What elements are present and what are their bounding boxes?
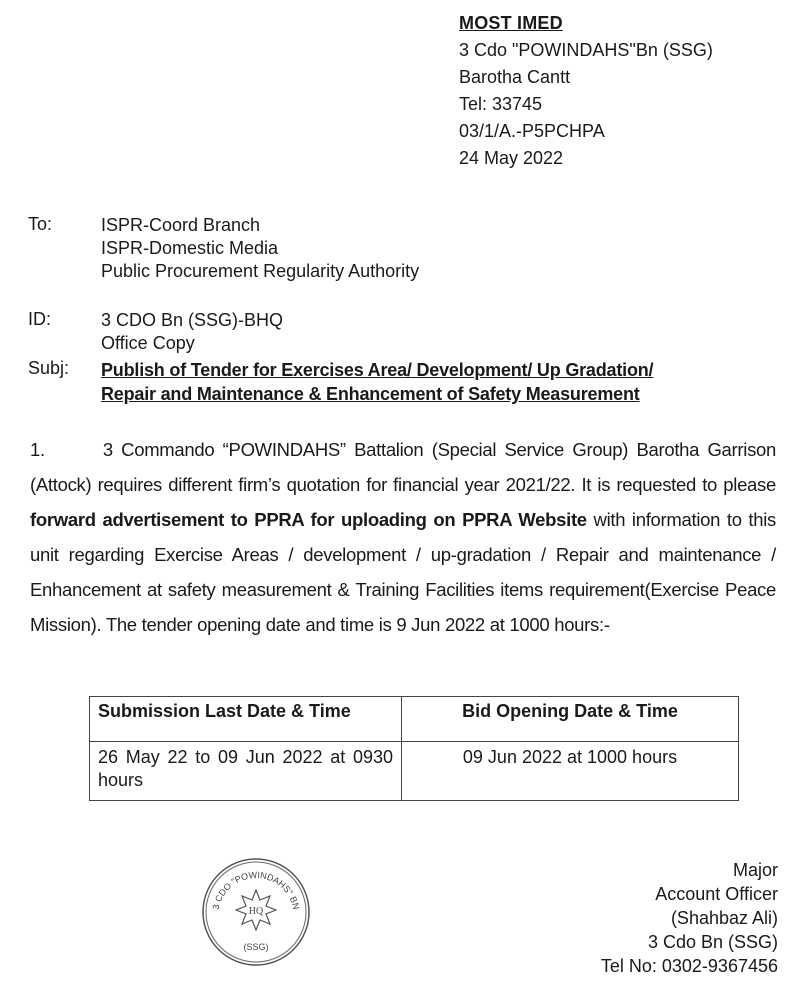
subject-line: Repair and Maintenance & Enhancement of Safety Measurement [101,384,640,404]
svg-text:(SSG): (SSG) [243,942,269,952]
column-header: Bid Opening Date & Time [402,697,739,742]
unit-name: 3 Cdo "POWINDAHS"Bn (SSG) [459,40,713,60]
body-text: with information to this unit regarding Exercise Areas / development / up-gradation / Repair and maintenance / Enhancement at safety measurement & Training Facilities items requirement(Exercise Peace Mission). The tender opening date and time is 9 Jun 2022 at 1000 hours:- [30,509,776,635]
reference-number: 03/1/A.-P5PCHPA [459,121,605,141]
schedule-table [89,696,739,801]
letterhead [459,10,713,172]
subject [101,358,653,406]
column-header: Submission Last Date & Time [90,697,402,742]
paragraph-number: 1. [30,439,45,460]
letterhead-title: MOST IMED [459,13,563,33]
letter-date: 24 May 2022 [459,148,564,168]
designation: Account Officer [655,884,778,904]
recipient: ISPR-Domestic Media [101,238,279,258]
recipient: Public Procurement Regularity Authority [101,261,420,281]
body-paragraph [30,432,776,642]
recipient: ISPR-Coord Branch [101,215,261,235]
table-header-row [90,697,739,742]
signatory-phone: Tel No: 0302-9367456 [600,956,778,976]
table-cell: 09 Jun 2022 at 1000 hours [402,742,739,801]
table-cell: 26 May 22 to 09 Jun 2022 at 0930 hours [90,742,402,801]
body-text: 3 Commando “POWINDAHS” Battalion (Special Service Group) Barotha Garrison (Attock) requires different firm’s quotation for financial year 2021/22. It is requested to please [30,439,776,495]
id-line: 3 CDO Bn (SSG)-BHQ [101,310,284,330]
table-row [90,742,739,801]
body-bold-text: forward advertisement to PPRA for uploading on PPRA Website [30,509,587,530]
id-block [101,309,283,355]
signature-block [601,858,778,978]
id-line: Office Copy [101,333,195,353]
svg-text:HQ: HQ [248,906,264,917]
location: Barotha Cantt [459,67,571,87]
telephone: Tel: 33745 [459,94,543,114]
svg-text:3 CDO "POWINDAHS" BN: 3 CDO "POWINDAHS" BN [210,869,302,911]
subject-line: Publish of Tender for Exercises Area/ Development/ Up Gradation/ [101,360,654,380]
subject-label: Subj: [28,358,70,378]
signatory-unit: 3 Cdo Bn (SSG) [647,932,778,952]
to-label: To: [28,214,53,234]
official-stamp [200,856,312,968]
recipients [101,214,419,283]
id-label: ID: [28,309,52,329]
stamp-seal-icon [200,856,312,968]
rank: Major [732,860,778,880]
signatory-name: (Shahbaz Ali) [670,908,778,928]
